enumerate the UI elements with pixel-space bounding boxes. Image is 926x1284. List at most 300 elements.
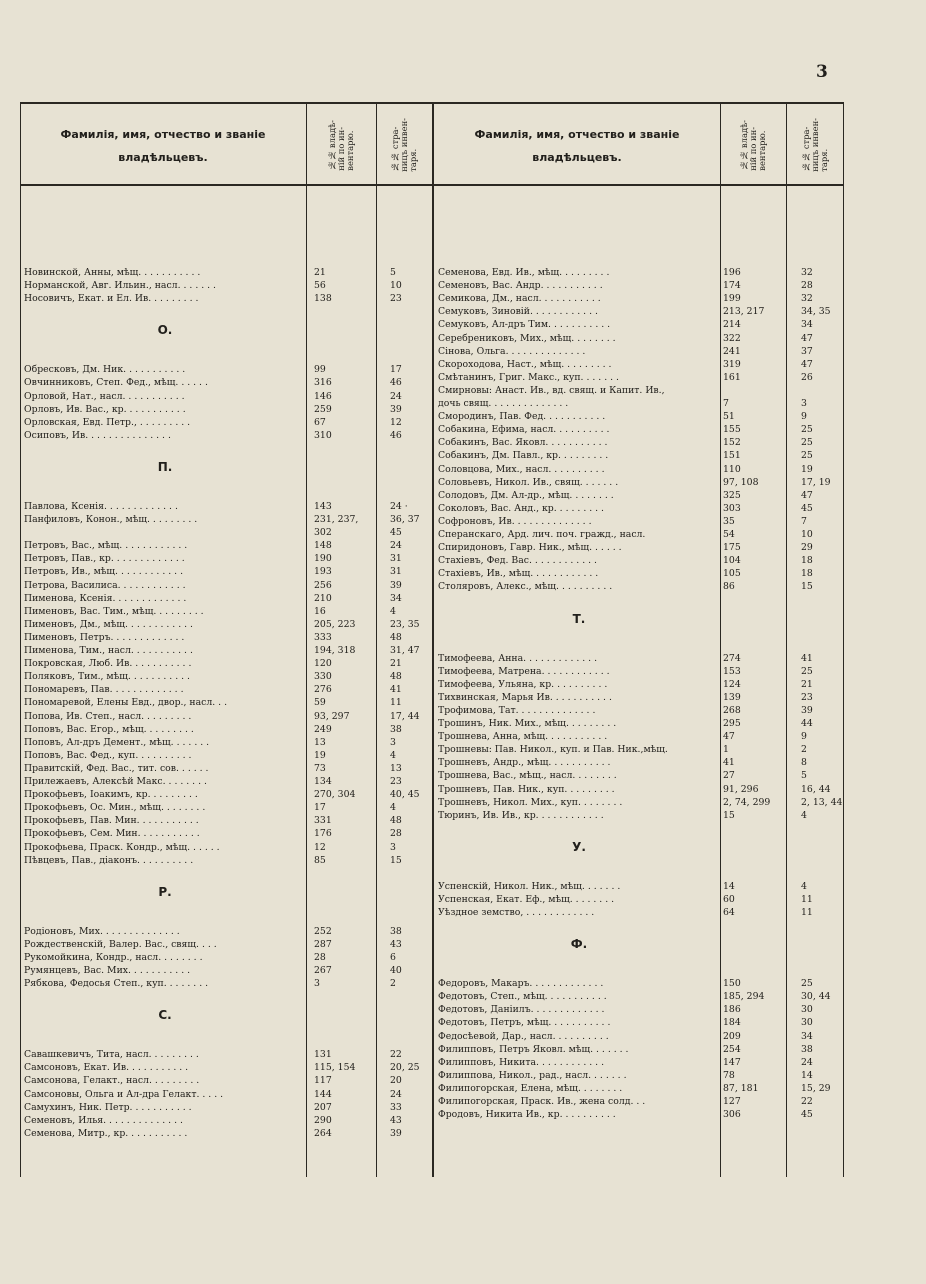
page-ref: 25 [801, 437, 813, 449]
owner-name: Сінова, Ольга. . . . . . . . . . . . . . [438, 345, 586, 357]
owner-row [20, 554, 844, 567]
owner-row [20, 489, 844, 502]
owner-row [20, 827, 844, 840]
page-ref: 11 [801, 907, 813, 918]
page-ref: 7 [801, 515, 807, 527]
page-ref: 21 [390, 658, 402, 670]
header-col-b-left [377, 106, 432, 184]
page-ref: 3 [390, 841, 396, 853]
inventory-number: 209 [723, 1030, 741, 1042]
owner-name: Прилежаевъ, Алексѣй Макс. . . . . . . . [24, 776, 207, 787]
owner-row [20, 796, 844, 809]
page-ref: 19 [801, 463, 813, 475]
owner-name: Овчинниковъ, Степ. Фед., мѣщ. . . . . . [24, 377, 208, 389]
owner-name: Собакина, Ефима, насл. . . . . . . . . . [438, 424, 610, 436]
owner-row [20, 665, 844, 678]
inventory-number: 268 [723, 704, 741, 716]
owner-row [20, 410, 844, 423]
owner-row [20, 580, 844, 593]
owner-name: Петровъ, Пав., кр. . . . . . . . . . . . . [24, 553, 185, 565]
owner-name: Поповъ, Вас. Егор., мѣщ. . . . . . . . . [24, 723, 194, 735]
page-ref: 5 [390, 267, 396, 278]
inventory-number: 186 [723, 1004, 741, 1016]
owner-name: Прокофьевъ, Іоакимъ, кр. . . . . . . . . [24, 789, 198, 801]
owner-name: Пѣвцевъ, Пав., діаконъ. . . . . . . . . . [24, 854, 194, 866]
inventory-number: 330 [314, 671, 332, 683]
inventory-number: 97, 108 [723, 476, 759, 488]
page-ref: 24 · [390, 500, 408, 512]
page-ref: 47 [801, 358, 813, 370]
page-ref: 48 [390, 815, 402, 827]
owner-name: Стахіевъ, Фед. Вас. . . . . . . . . . . . [438, 555, 597, 567]
page-ref: 15 [390, 854, 402, 866]
header-col-b-text: №№ стра- ницъ инвен- таря. [800, 118, 829, 172]
inventory-number: 105 [723, 568, 741, 580]
owner-name: Серебрениковъ, Мих., мѣщ. . . . . . . . [438, 332, 616, 344]
page-ref: 31, 47 [390, 645, 420, 656]
owner-name: дочь свящ. . . . . . . . . . . . . . [438, 398, 569, 409]
page-ref: 23 [390, 776, 402, 787]
owner-row [20, 854, 844, 867]
page-ref: 17 [390, 364, 402, 376]
owner-name: Поляковъ, Тим., мѣщ. . . . . . . . . . . [24, 671, 190, 683]
inventory-number: 264 [314, 1127, 332, 1139]
section-letter: Ф. [570, 937, 588, 952]
header-name-line1: Фамилія, имя, отчество и званіе [60, 128, 266, 141]
owner-name: Семеновъ, Вас. Андр. . . . . . . . . . . [438, 280, 603, 292]
inventory-number: 14 [723, 880, 735, 892]
page-ref: 24 [390, 1088, 402, 1100]
inventory-number: 19 [314, 749, 326, 761]
owner-row [20, 476, 844, 489]
page-ref: 34, 35 [801, 306, 831, 318]
owner-name: Тимофеева, Анна. . . . . . . . . . . . . [438, 652, 598, 664]
owner-row [20, 371, 844, 384]
page-ref: 16, 44 [801, 783, 831, 795]
page-ref: 48 [390, 671, 402, 683]
owner-name: Трошнева, Анна, мѣщ. . . . . . . . . . . [438, 731, 608, 743]
page-ref: 30 [801, 1004, 813, 1016]
page-ref: 39 [390, 1127, 402, 1139]
inventory-number: 93, 297 [314, 710, 350, 722]
page-ref: 43 [390, 1114, 402, 1126]
owner-name: Семуковъ, Зиновій. . . . . . . . . . . . [438, 306, 598, 318]
header-col-a-right [721, 106, 786, 184]
inventory-number: 139 [723, 691, 741, 703]
inventory-number: 254 [723, 1043, 741, 1055]
section-letter: С. [158, 1008, 172, 1023]
page-ref: 34 [801, 319, 813, 331]
owner-name: Собакинъ, Вас. Яковл. . . . . . . . . . . [438, 437, 608, 449]
owner-name: Павлова, Ксенія. . . . . . . . . . . . . [24, 500, 178, 512]
owner-row [20, 880, 844, 893]
owner-name: Тюринъ, Ив. Ив., кр. . . . . . . . . . . . [438, 809, 604, 821]
page-ref: 28 [390, 828, 402, 840]
inventory-number: 306 [723, 1109, 741, 1121]
page-ref: 15 [801, 581, 813, 593]
owner-name: Пименовъ, Дм., мѣщ. . . . . . . . . . . . [24, 618, 193, 630]
inventory-number: 47 [723, 731, 735, 743]
owner-name: Прокофьева, Праск. Кондр., мѣщ. . . . . . [24, 841, 220, 853]
owner-row [20, 318, 844, 331]
page-ref: 20 [390, 1075, 402, 1087]
page-ref: 30, 44 [801, 991, 831, 1003]
owner-name: Самсонова, Гелакт., насл. . . . . . . . . [24, 1075, 200, 1087]
owner-name: Орловой, Нат., насл. . . . . . . . . . . [24, 390, 185, 402]
owner-name: Петровъ, Вас., мѣщ. . . . . . . . . . . . [24, 540, 188, 552]
owner-row [20, 1030, 844, 1043]
page-ref: 24 [390, 540, 402, 552]
owner-name: Самухинъ, Ник. Петр. . . . . . . . . . . [24, 1101, 192, 1113]
owner-row [20, 384, 844, 397]
owner-name: Панфиловъ, Конон., мѣщ. . . . . . . . . [24, 514, 198, 525]
inventory-number: 152 [723, 437, 741, 449]
owner-name: Новинской, Анны, мѣщ. . . . . . . . . . . [24, 267, 201, 278]
owner-name: Тихвинская, Марья Ив. . . . . . . . . . . [438, 691, 612, 703]
owner-name: Тимофеева, Матрена. . . . . . . . . . . . [438, 665, 610, 677]
inventory-number: 153 [723, 665, 741, 677]
page-ref: 31 [390, 553, 402, 565]
inventory-number: 150 [723, 978, 741, 990]
owners-table [20, 102, 844, 1177]
owner-row [20, 397, 844, 410]
owner-row [20, 618, 844, 631]
owner-name: Родіоновъ, Мих. . . . . . . . . . . . . . [24, 925, 180, 937]
owner-row [20, 730, 844, 743]
inventory-number: 194, 318 [314, 645, 356, 656]
header-col-b-right [787, 106, 843, 184]
inventory-number: 85 [314, 854, 326, 866]
page-ref: 46 [390, 377, 402, 389]
page-ref: 3 [390, 736, 396, 748]
page-ref: 47 [801, 489, 813, 501]
owner-name: Смѣтанинъ, Григ. Макс., куп. . . . . . . [438, 371, 619, 383]
inventory-number: 333 [314, 631, 332, 643]
inventory-number: 174 [723, 280, 741, 292]
owner-name: Рябкова, Федосья Степ., куп. . . . . . . . [24, 978, 209, 990]
owner-name: Соловцова, Мих., насл. . . . . . . . . . [438, 463, 605, 475]
inventory-number: 161 [723, 371, 741, 383]
inventory-number: 3 [314, 978, 320, 990]
page-ref: 23 [801, 691, 813, 703]
page-ref: 24 [801, 1056, 813, 1068]
header-name-line2: владѣльцевъ. [118, 151, 208, 164]
page-ref: 25 [801, 424, 813, 436]
owner-name: Трошневъ, Никол. Мих., куп. . . . . . . . [438, 796, 623, 808]
owner-row [20, 631, 844, 644]
owner-name: Правитскій, Фед. Вас., тит. сов. . . . . . [24, 762, 209, 774]
page-ref: 17, 19 [801, 476, 831, 488]
owner-row [20, 704, 844, 717]
page-ref: 4 [390, 605, 396, 617]
page-ref: 38 [390, 723, 402, 735]
page-ref: 39 [801, 704, 813, 716]
page-ref: 20, 25 [390, 1062, 420, 1074]
owner-row [20, 893, 844, 906]
page-ref: 44 [801, 718, 813, 729]
owner-row [20, 266, 844, 279]
inventory-number: 104 [723, 555, 741, 567]
inventory-number: 259 [314, 403, 332, 415]
inventory-number: 134 [314, 776, 332, 787]
owner-row [20, 678, 844, 691]
inventory-number: 73 [314, 762, 326, 774]
owner-name: Савашкевичъ, Тита, насл. . . . . . . . . [24, 1049, 199, 1061]
owner-name: Орловская, Евд. Петр., . . . . . . . . . [24, 416, 191, 428]
page-ref: 26 [801, 371, 813, 383]
owner-name: Филипогорская, Елена, мѣщ. . . . . . . . [438, 1082, 623, 1094]
inventory-number: 28 [314, 951, 326, 963]
page-ref: 30 [801, 1017, 813, 1029]
header-col-a-text: №№ владѣ- ній по ин- вентарю. [739, 119, 767, 171]
inventory-number: 147 [723, 1056, 741, 1068]
owner-row [20, 1127, 844, 1140]
inventory-number: 78 [723, 1069, 735, 1081]
inventory-number: 110 [723, 463, 741, 475]
owner-name: Соловьевъ, Никол. Ив., свящ. . . . . . . [438, 476, 619, 488]
owner-name: Филипповъ, Петръ Яковл. мѣщ. . . . . . . [438, 1043, 629, 1055]
page-ref: 2 [390, 978, 396, 990]
owner-row [20, 743, 844, 756]
inventory-number: 319 [723, 358, 741, 370]
inventory-number: 91, 296 [723, 783, 759, 795]
owner-name: Осиповъ, Ив. . . . . . . . . . . . . . . [24, 429, 171, 441]
owner-name: Семуковъ, Ал-дръ Тим. . . . . . . . . . . [438, 319, 611, 331]
inventory-number: 151 [723, 450, 741, 462]
page-ref: 9 [801, 731, 807, 743]
page-ref: 45 [390, 527, 402, 539]
inventory-number: 1 [723, 744, 729, 756]
owner-name: Поповъ, Ал-дръ Демент., мѣщ. . . . . . . [24, 736, 210, 748]
owner-name: Собакинъ, Дм. Павл., кр. . . . . . . . . [438, 450, 609, 462]
owner-name: Солодовъ, Дм. Ал-др., мѣщ. . . . . . . . [438, 489, 614, 501]
owner-name: Пименовъ, Петръ. . . . . . . . . . . . . [24, 631, 185, 643]
page-ref: 29 [801, 542, 813, 554]
page-ref: 22 [390, 1049, 402, 1061]
page-ref: 47 [801, 332, 813, 344]
inventory-number: 2, 74, 299 [723, 796, 771, 808]
page-ref: 25 [801, 978, 813, 990]
inventory-number: 205, 223 [314, 618, 356, 630]
owner-name: Федотовъ, Даніилъ. . . . . . . . . . . . . [438, 1004, 605, 1016]
page-ref: 33 [390, 1101, 402, 1113]
section-letter: П. [157, 459, 173, 474]
owner-name: Семенова, Митр., кр. . . . . . . . . . . [24, 1127, 188, 1139]
page-ref: 39 [390, 403, 402, 415]
inventory-number: 231, 237, [314, 514, 359, 525]
inventory-number: 287 [314, 938, 332, 950]
inventory-number: 15 [723, 809, 735, 821]
owner-row [20, 769, 844, 782]
owner-name: Успенскій, Никол. Ник., мѣщ. . . . . . . [438, 880, 621, 892]
inventory-number: 56 [314, 280, 326, 292]
page-ref: 6 [390, 951, 396, 963]
header-col-a-text: №№ владѣ- ній по ин- вентарю. [327, 119, 355, 171]
inventory-number: 316 [314, 377, 332, 389]
inventory-number: 256 [314, 579, 332, 591]
owner-row [20, 605, 844, 618]
inventory-number: 270, 304 [314, 789, 356, 801]
header-name-right [434, 108, 720, 184]
page-ref: 15, 29 [801, 1082, 831, 1094]
owner-row [20, 358, 844, 371]
owner-name: Федоровъ, Макаръ. . . . . . . . . . . . . [438, 978, 604, 990]
inventory-number: 210 [314, 592, 332, 604]
inventory-number: 131 [314, 1049, 332, 1061]
owner-row [20, 292, 844, 305]
inventory-number: 190 [314, 553, 332, 565]
inventory-number: 99 [314, 364, 326, 376]
header-col-b-text: №№ стра- ницъ инвен- таря. [390, 118, 418, 172]
page-ref: 8 [801, 757, 807, 769]
page-ref: 2, 13, 44 [801, 796, 843, 808]
inventory-number: 196 [723, 267, 741, 278]
owner-row [20, 1043, 844, 1056]
owner-row [20, 1069, 844, 1082]
inventory-number: 86 [723, 581, 735, 593]
page-ref: 28 [801, 280, 813, 292]
page-ref: 3 [801, 398, 807, 409]
owner-name: Пименова, Ксенія. . . . . . . . . . . . . [24, 592, 187, 604]
inventory-number: 144 [314, 1088, 332, 1100]
page-ref: 48 [390, 631, 402, 643]
owner-row [20, 925, 844, 938]
page-ref: 13 [390, 762, 402, 774]
owner-name: Рукомойкина, Кондр., насл. . . . . . . . [24, 951, 203, 963]
page-ref: 32 [801, 293, 813, 305]
owner-name: Трошинъ, Ник. Мих., мѣщ. . . . . . . . . [438, 718, 617, 729]
owner-row [20, 515, 844, 528]
inventory-number: 199 [723, 293, 741, 305]
owner-name: Петровъ, Ив., мѣщ. . . . . . . . . . . . [24, 566, 184, 578]
page-ref: 41 [390, 684, 402, 696]
inventory-number: 241 [723, 345, 741, 357]
owner-name: Семенова, Евд. Ив., мѣщ. . . . . . . . . [438, 267, 610, 278]
owner-name: Пономаревой, Елены Евд., двор., насл. . . [24, 697, 228, 709]
owner-row [20, 990, 844, 1003]
inventory-number: 115, 154 [314, 1062, 356, 1074]
page-ref: 18 [801, 568, 813, 580]
inventory-number: 59 [314, 697, 326, 709]
owner-name: Спиридоновъ, Гавр. Ник., мѣщ. . . . . . [438, 542, 622, 554]
inventory-number: 138 [314, 293, 332, 305]
owner-name: Успенская, Екат. Еф., мѣщ. . . . . . . . [438, 893, 615, 905]
page-ref: 11 [801, 893, 813, 905]
owner-name: Тимофеева, Ульяна, кр. . . . . . . . . . [438, 678, 608, 690]
owner-name: Трошневъ, Пав. Ник., куп. . . . . . . . . [438, 783, 615, 795]
owner-row [20, 592, 844, 605]
owner-name: Прокофьевъ, Пав. Мин. . . . . . . . . . . [24, 815, 199, 827]
page-ref: 18 [801, 555, 813, 567]
inventory-number: 175 [723, 542, 741, 554]
inventory-number: 331 [314, 815, 332, 827]
owner-row [20, 783, 844, 796]
owner-name: Уѣздное земство, . . . . . . . . . . . . [438, 907, 595, 918]
owner-name: Филиппова, Никол., рад., насл. . . . . . . [438, 1069, 627, 1081]
owner-name: Соколовъ, Вас. Анд., кр. . . . . . . . . [438, 502, 605, 514]
owner-row [20, 332, 844, 345]
header-col-a-left [307, 106, 376, 184]
page-number: 3 [816, 62, 828, 82]
inventory-number: 7 [723, 398, 729, 409]
page-ref: 9 [801, 411, 807, 423]
inventory-number: 27 [723, 770, 735, 782]
inventory-number: 143 [314, 500, 332, 512]
owner-row [20, 951, 844, 964]
owner-name: Попова, Ив. Степ., насл. . . . . . . . . [24, 710, 192, 722]
owner-row [20, 1108, 844, 1121]
page-ref: 43 [390, 938, 402, 950]
owner-name: Пименова, Тим., насл. . . . . . . . . . . [24, 645, 193, 656]
page-ref: 45 [801, 502, 813, 514]
owner-name: Софроновъ, Ив. . . . . . . . . . . . . . [438, 515, 592, 527]
owner-name: Филипповъ, Никита. . . . . . . . . . . . [438, 1056, 605, 1068]
owner-name: Трофимова, Тат. . . . . . . . . . . . . . [438, 704, 596, 716]
section-letter: Р. [158, 884, 172, 899]
page-ref: 5 [801, 770, 807, 782]
owner-row [20, 449, 844, 462]
inventory-number: 146 [314, 390, 332, 402]
inventory-number: 54 [723, 529, 735, 540]
owner-row [20, 423, 844, 436]
page-ref: 4 [390, 749, 396, 761]
owner-row [20, 345, 844, 358]
section-letter: О. [157, 323, 173, 338]
page-ref: 39 [390, 579, 402, 591]
owner-row [20, 1095, 844, 1108]
inventory-number: 41 [723, 757, 735, 769]
page-ref: 4 [801, 880, 807, 892]
owner-name: Трошневъ, Андр., мѣщ. . . . . . . . . . . [438, 757, 611, 769]
owner-name: Румянцевъ, Вас. Мих. . . . . . . . . . . [24, 965, 191, 976]
inventory-number: 176 [314, 828, 332, 840]
owner-row [20, 756, 844, 769]
inventory-number: 51 [723, 411, 735, 423]
inventory-number: 249 [314, 723, 332, 735]
owner-row [20, 938, 844, 951]
inventory-number: 120 [314, 658, 332, 670]
owner-row [20, 691, 844, 704]
owner-row [20, 567, 844, 580]
inventory-number: 310 [314, 429, 332, 441]
owner-row [20, 436, 844, 449]
inventory-number: 276 [314, 684, 332, 696]
page-ref: 25 [801, 665, 813, 677]
inventory-number: 213, 217 [723, 306, 765, 318]
section-letter: Т. [572, 611, 586, 626]
owner-name: Покровская, Люб. Ив. . . . . . . . . . . [24, 658, 192, 670]
owner-row [20, 964, 844, 977]
inventory-number: 13 [314, 736, 326, 748]
inventory-number: 295 [723, 718, 741, 729]
page-ref: 12 [390, 416, 402, 428]
owner-name: Федосѣевой, Дар., насл. . . . . . . . . . [438, 1030, 609, 1042]
owner-row [20, 906, 844, 919]
owner-row [20, 279, 844, 292]
inventory-number: 124 [723, 678, 741, 690]
inventory-number: 252 [314, 925, 332, 937]
inventory-number: 67 [314, 416, 326, 428]
inventory-number: 17 [314, 802, 326, 814]
inventory-number: 214 [723, 319, 741, 331]
owner-row [20, 463, 844, 476]
page-ref: 40 [390, 965, 402, 976]
inventory-number: 184 [723, 1017, 741, 1029]
owner-name: Столяровъ, Алекс., мѣщ. . . . . . . . . . [438, 581, 613, 593]
owner-name: Смирновы: Анаст. Ив., вд. свящ. и Капит. Ив., [438, 384, 665, 396]
header-name-line1: Фамилія, имя, отчество и званіе [474, 128, 680, 141]
inventory-number: 303 [723, 502, 741, 514]
